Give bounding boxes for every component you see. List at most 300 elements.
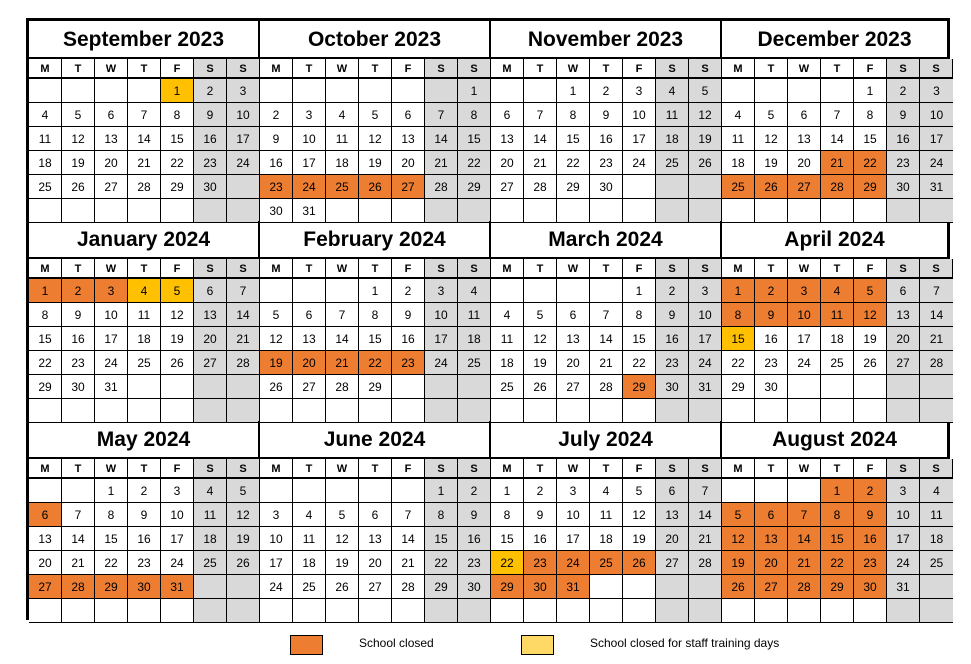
empty-cell <box>623 599 656 623</box>
weekday-header: S <box>194 459 227 479</box>
day-cell: 14 <box>524 127 557 151</box>
day-cell: 2 <box>194 79 227 103</box>
weekday-header: T <box>524 59 557 79</box>
empty-cell <box>788 375 821 399</box>
day-cell: 18 <box>491 351 524 375</box>
empty-cell <box>458 599 491 623</box>
day-cell: 27 <box>755 575 788 599</box>
empty-cell <box>788 599 821 623</box>
weekday-header: T <box>524 259 557 279</box>
day-cell: 19 <box>260 351 293 375</box>
training-swatch <box>521 635 554 655</box>
day-cell: 1 <box>557 79 590 103</box>
day-cell: 3 <box>689 279 722 303</box>
day-cell: 25 <box>920 551 953 575</box>
day-cell: 25 <box>656 151 689 175</box>
day-cell: 9 <box>755 303 788 327</box>
empty-cell <box>788 79 821 103</box>
day-cell: 9 <box>392 303 425 327</box>
day-cell: 22 <box>623 351 656 375</box>
day-cell: 18 <box>821 327 854 351</box>
day-cell: 15 <box>491 527 524 551</box>
empty-cell <box>326 279 359 303</box>
empty-cell <box>590 399 623 423</box>
day-cell: 28 <box>227 351 260 375</box>
day-cell: 28 <box>524 175 557 199</box>
day-cell: 29 <box>359 375 392 399</box>
day-cell: 9 <box>62 303 95 327</box>
empty-cell <box>359 199 392 223</box>
empty-cell <box>821 199 854 223</box>
weekday-header: T <box>62 59 95 79</box>
day-cell: 18 <box>722 151 755 175</box>
day-cell: 1 <box>359 279 392 303</box>
empty-cell <box>29 199 62 223</box>
day-cell: 1 <box>29 279 62 303</box>
empty-cell <box>623 575 656 599</box>
weekday-header: T <box>293 459 326 479</box>
day-cell: 22 <box>29 351 62 375</box>
day-cell: 8 <box>722 303 755 327</box>
empty-cell <box>260 79 293 103</box>
empty-cell <box>854 199 887 223</box>
day-cell: 8 <box>95 503 128 527</box>
day-cell: 15 <box>425 527 458 551</box>
empty-cell <box>788 479 821 503</box>
weekday-header: M <box>722 59 755 79</box>
day-cell: 12 <box>359 127 392 151</box>
day-cell: 29 <box>722 375 755 399</box>
day-cell: 21 <box>821 151 854 175</box>
weekday-header: W <box>95 459 128 479</box>
weekday-header: T <box>821 459 854 479</box>
day-cell: 25 <box>491 375 524 399</box>
day-cell: 15 <box>161 127 194 151</box>
day-cell: 20 <box>359 551 392 575</box>
day-cell: 29 <box>557 175 590 199</box>
day-cell: 10 <box>260 527 293 551</box>
day-cell: 29 <box>623 375 656 399</box>
day-cell: 28 <box>788 575 821 599</box>
day-cell: 21 <box>62 551 95 575</box>
empty-cell <box>656 199 689 223</box>
day-cell: 24 <box>887 551 920 575</box>
day-cell: 22 <box>722 351 755 375</box>
day-cell: 12 <box>623 503 656 527</box>
empty-cell <box>458 399 491 423</box>
empty-cell <box>326 479 359 503</box>
empty-cell <box>359 79 392 103</box>
empty-cell <box>326 599 359 623</box>
weekday-header: M <box>29 259 62 279</box>
day-cell: 27 <box>293 375 326 399</box>
day-cell: 21 <box>326 351 359 375</box>
day-cell: 4 <box>590 479 623 503</box>
day-cell: 6 <box>788 103 821 127</box>
empty-cell <box>194 199 227 223</box>
day-cell: 6 <box>656 479 689 503</box>
day-cell: 14 <box>326 327 359 351</box>
day-cell: 11 <box>590 503 623 527</box>
day-cell: 12 <box>260 327 293 351</box>
day-cell: 31 <box>161 575 194 599</box>
month-title: November 2023 <box>491 21 720 59</box>
day-cell: 17 <box>161 527 194 551</box>
day-cell: 19 <box>623 527 656 551</box>
month-block <box>491 21 722 221</box>
empty-cell <box>326 79 359 103</box>
empty-cell <box>425 399 458 423</box>
day-cell: 29 <box>161 175 194 199</box>
weekday-header: M <box>260 259 293 279</box>
empty-cell <box>128 399 161 423</box>
empty-cell <box>887 599 920 623</box>
empty-cell <box>227 375 260 399</box>
month-title: October 2023 <box>260 21 489 59</box>
weekday-header: W <box>326 459 359 479</box>
day-cell: 9 <box>524 503 557 527</box>
day-cell: 8 <box>821 503 854 527</box>
empty-cell <box>887 375 920 399</box>
weekday-header: S <box>920 259 953 279</box>
day-cell: 5 <box>854 279 887 303</box>
empty-cell <box>656 175 689 199</box>
weekday-header: M <box>722 259 755 279</box>
weekday-header: S <box>887 59 920 79</box>
weekday-header: S <box>920 459 953 479</box>
day-cell: 16 <box>194 127 227 151</box>
empty-cell <box>557 199 590 223</box>
empty-cell <box>524 199 557 223</box>
day-cell: 17 <box>293 151 326 175</box>
day-cell: 28 <box>62 575 95 599</box>
day-cell: 3 <box>623 79 656 103</box>
empty-cell <box>491 599 524 623</box>
day-cell: 3 <box>887 479 920 503</box>
day-cell: 19 <box>524 351 557 375</box>
empty-cell <box>689 175 722 199</box>
weekday-header: S <box>689 259 722 279</box>
empty-cell <box>656 399 689 423</box>
day-cell: 13 <box>755 527 788 551</box>
empty-cell <box>689 399 722 423</box>
month-title: September 2023 <box>29 21 258 59</box>
day-cell: 24 <box>227 151 260 175</box>
weekday-header: F <box>854 459 887 479</box>
empty-cell <box>755 599 788 623</box>
day-cell: 6 <box>293 303 326 327</box>
month-block <box>29 21 260 221</box>
day-cell: 18 <box>326 151 359 175</box>
day-cell: 6 <box>491 103 524 127</box>
day-cell: 31 <box>689 375 722 399</box>
empty-cell <box>722 479 755 503</box>
day-cell: 12 <box>161 303 194 327</box>
day-cell: 15 <box>854 127 887 151</box>
weekday-header: W <box>95 59 128 79</box>
day-cell: 18 <box>293 551 326 575</box>
day-cell: 11 <box>491 327 524 351</box>
day-cell: 21 <box>425 151 458 175</box>
weekday-header: F <box>392 59 425 79</box>
day-cell: 31 <box>293 199 326 223</box>
empty-cell <box>392 79 425 103</box>
day-cell: 20 <box>788 151 821 175</box>
day-cell: 9 <box>260 127 293 151</box>
day-cell: 7 <box>821 103 854 127</box>
day-cell: 18 <box>128 327 161 351</box>
weekday-header: F <box>623 59 656 79</box>
empty-cell <box>95 199 128 223</box>
weekday-header: S <box>656 59 689 79</box>
day-cell: 24 <box>920 151 953 175</box>
weekday-header: M <box>491 259 524 279</box>
day-cell: 11 <box>656 103 689 127</box>
day-cell: 22 <box>557 151 590 175</box>
day-cell: 16 <box>854 527 887 551</box>
day-cell: 15 <box>95 527 128 551</box>
empty-cell <box>194 399 227 423</box>
empty-cell <box>821 79 854 103</box>
day-cell: 1 <box>491 479 524 503</box>
day-cell: 1 <box>458 79 491 103</box>
weekday-header: W <box>557 259 590 279</box>
day-cell: 7 <box>920 279 953 303</box>
day-cell: 6 <box>95 103 128 127</box>
month-block <box>260 421 491 621</box>
day-cell: 23 <box>194 151 227 175</box>
day-cell: 30 <box>458 575 491 599</box>
day-cell: 19 <box>689 127 722 151</box>
day-cell: 14 <box>689 503 722 527</box>
day-cell: 28 <box>590 375 623 399</box>
day-cell: 25 <box>458 351 491 375</box>
day-cell: 17 <box>788 327 821 351</box>
day-cell: 27 <box>788 175 821 199</box>
empty-cell <box>689 599 722 623</box>
weekday-header: T <box>524 459 557 479</box>
day-cell: 20 <box>656 527 689 551</box>
closed-swatch <box>290 635 323 655</box>
empty-cell <box>524 399 557 423</box>
empty-cell <box>227 575 260 599</box>
day-cell: 12 <box>524 327 557 351</box>
day-cell: 26 <box>722 575 755 599</box>
day-cell: 28 <box>821 175 854 199</box>
weekday-header: M <box>722 459 755 479</box>
weekday-header: T <box>821 259 854 279</box>
day-cell: 16 <box>887 127 920 151</box>
weekday-header: S <box>194 59 227 79</box>
day-cell: 23 <box>260 175 293 199</box>
day-cell: 22 <box>95 551 128 575</box>
day-cell: 28 <box>425 175 458 199</box>
day-cell: 19 <box>854 327 887 351</box>
day-cell: 25 <box>722 175 755 199</box>
day-cell: 5 <box>755 103 788 127</box>
day-cell: 8 <box>557 103 590 127</box>
empty-cell <box>293 279 326 303</box>
empty-cell <box>161 199 194 223</box>
day-cell: 26 <box>260 375 293 399</box>
day-cell: 13 <box>293 327 326 351</box>
day-cell: 15 <box>458 127 491 151</box>
day-cell: 27 <box>656 551 689 575</box>
day-cell: 7 <box>128 103 161 127</box>
day-cell: 22 <box>491 551 524 575</box>
weekday-header: T <box>590 59 623 79</box>
day-cell: 11 <box>128 303 161 327</box>
day-cell: 10 <box>227 103 260 127</box>
weekday-header: W <box>557 59 590 79</box>
day-cell: 30 <box>887 175 920 199</box>
day-cell: 20 <box>293 351 326 375</box>
empty-cell <box>491 279 524 303</box>
empty-cell <box>95 79 128 103</box>
day-cell: 8 <box>491 503 524 527</box>
empty-cell <box>95 399 128 423</box>
empty-cell <box>62 599 95 623</box>
day-cell: 1 <box>425 479 458 503</box>
day-cell: 6 <box>194 279 227 303</box>
empty-cell <box>557 599 590 623</box>
weekday-header: M <box>260 59 293 79</box>
empty-cell <box>392 399 425 423</box>
day-cell: 6 <box>755 503 788 527</box>
empty-cell <box>788 399 821 423</box>
day-cell: 23 <box>524 551 557 575</box>
day-cell: 4 <box>128 279 161 303</box>
day-cell: 2 <box>458 479 491 503</box>
day-cell: 2 <box>755 279 788 303</box>
day-cell: 16 <box>62 327 95 351</box>
weekday-header: S <box>425 459 458 479</box>
day-cell: 24 <box>95 351 128 375</box>
day-cell: 29 <box>491 575 524 599</box>
empty-cell <box>722 399 755 423</box>
weekday-header: F <box>392 259 425 279</box>
day-cell: 26 <box>689 151 722 175</box>
day-cell: 16 <box>656 327 689 351</box>
day-cell: 28 <box>392 575 425 599</box>
day-cell: 11 <box>821 303 854 327</box>
day-cell: 22 <box>458 151 491 175</box>
empty-cell <box>623 399 656 423</box>
empty-cell <box>293 479 326 503</box>
day-cell: 31 <box>95 375 128 399</box>
day-cell: 20 <box>95 151 128 175</box>
empty-cell <box>722 599 755 623</box>
day-cell: 5 <box>623 479 656 503</box>
empty-cell <box>425 199 458 223</box>
day-cell: 10 <box>920 103 953 127</box>
day-cell: 30 <box>194 175 227 199</box>
day-cell: 24 <box>788 351 821 375</box>
empty-cell <box>194 575 227 599</box>
empty-cell <box>425 375 458 399</box>
day-cell: 14 <box>227 303 260 327</box>
day-cell: 23 <box>128 551 161 575</box>
empty-cell <box>524 599 557 623</box>
day-cell: 7 <box>392 503 425 527</box>
day-cell: 14 <box>425 127 458 151</box>
weekday-header: S <box>689 459 722 479</box>
month-title: June 2024 <box>260 421 489 459</box>
day-cell: 13 <box>887 303 920 327</box>
day-cell: 19 <box>227 527 260 551</box>
empty-cell <box>62 79 95 103</box>
empty-cell <box>887 399 920 423</box>
empty-cell <box>293 599 326 623</box>
weekday-header: T <box>128 459 161 479</box>
day-cell: 4 <box>194 479 227 503</box>
weekday-header: F <box>623 459 656 479</box>
day-cell: 17 <box>557 527 590 551</box>
day-cell: 9 <box>458 503 491 527</box>
empty-cell <box>854 375 887 399</box>
day-cell: 5 <box>326 503 359 527</box>
day-cell: 31 <box>557 575 590 599</box>
day-cell: 22 <box>359 351 392 375</box>
weekday-header: S <box>425 259 458 279</box>
empty-cell <box>755 479 788 503</box>
day-cell: 4 <box>821 279 854 303</box>
empty-cell <box>755 199 788 223</box>
day-cell: 30 <box>128 575 161 599</box>
weekday-header: S <box>887 259 920 279</box>
day-cell: 3 <box>557 479 590 503</box>
day-cell: 11 <box>458 303 491 327</box>
weekday-header: T <box>359 259 392 279</box>
day-cell: 10 <box>788 303 821 327</box>
empty-cell <box>920 575 953 599</box>
day-cell: 13 <box>95 127 128 151</box>
empty-cell <box>458 375 491 399</box>
weekday-header: M <box>29 59 62 79</box>
day-cell: 3 <box>425 279 458 303</box>
day-cell: 13 <box>29 527 62 551</box>
day-cell: 10 <box>557 503 590 527</box>
empty-cell <box>29 599 62 623</box>
weekday-header: T <box>755 259 788 279</box>
day-cell: 12 <box>854 303 887 327</box>
day-cell: 7 <box>227 279 260 303</box>
day-cell: 14 <box>62 527 95 551</box>
empty-cell <box>227 175 260 199</box>
day-cell: 30 <box>62 375 95 399</box>
day-cell: 12 <box>689 103 722 127</box>
closed-label: School closed <box>359 636 434 650</box>
day-cell: 28 <box>920 351 953 375</box>
day-cell: 5 <box>359 103 392 127</box>
day-cell: 5 <box>524 303 557 327</box>
day-cell: 20 <box>194 327 227 351</box>
weekday-header: F <box>161 59 194 79</box>
day-cell: 23 <box>392 351 425 375</box>
day-cell: 1 <box>95 479 128 503</box>
day-cell: 9 <box>128 503 161 527</box>
day-cell: 13 <box>557 327 590 351</box>
day-cell: 11 <box>920 503 953 527</box>
day-cell: 26 <box>854 351 887 375</box>
empty-cell <box>392 375 425 399</box>
empty-cell <box>689 199 722 223</box>
weekday-header: W <box>326 59 359 79</box>
day-cell: 2 <box>656 279 689 303</box>
empty-cell <box>491 399 524 423</box>
empty-cell <box>359 479 392 503</box>
day-cell: 7 <box>326 303 359 327</box>
